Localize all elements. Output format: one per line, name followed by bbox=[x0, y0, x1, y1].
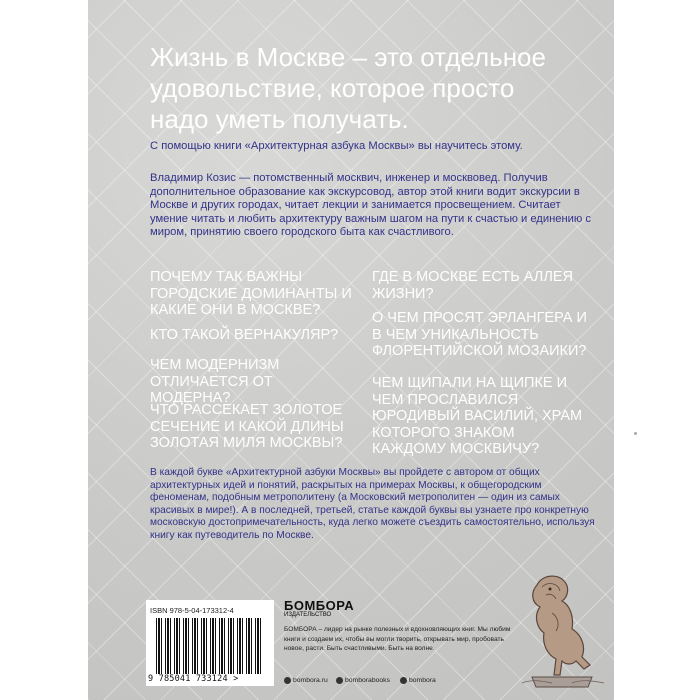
lion-sculpture-illustration bbox=[512, 565, 612, 695]
headline bbox=[150, 42, 590, 135]
globe-icon bbox=[284, 677, 291, 684]
social-site bbox=[284, 677, 328, 684]
headline-line-2: удовольствие, которое просто bbox=[150, 73, 515, 103]
social-telegram bbox=[400, 677, 436, 684]
barcode-digits: 9 785041 733124 > bbox=[148, 674, 239, 684]
social-site-label: bombora.ru bbox=[293, 677, 328, 684]
headline-line-3: надо уметь получать. bbox=[150, 104, 409, 134]
telegram-icon bbox=[400, 677, 407, 684]
question-right-1: ГДЕ В МОСКВЕ ЕСТЬ АЛЛЕЯ ЖИЗНИ? bbox=[372, 269, 573, 302]
vk-icon bbox=[336, 677, 343, 684]
barcode-block bbox=[146, 600, 274, 686]
barcode-bars bbox=[156, 618, 264, 674]
publisher-logo-sub: ИЗДАТЕЛЬСТВО bbox=[284, 612, 332, 618]
social-vk-label: bomborabooks bbox=[345, 677, 390, 684]
isbn-label: ISBN 978-5-04-173312-4 bbox=[150, 606, 234, 615]
question-left-1: ПОЧЕМУ ТАК ВАЖНЫ ГОРОДСКИЕ ДОМИНАНТЫ И КАКИЕ ОНИ В МОСКВЕ? bbox=[150, 269, 352, 318]
question-left-4: ЧТО РАССЕКАЕТ ЗОЛОТОЕ СЕЧЕНИЕ И КАКОЙ ДЛИНЫ ЗОЛОТАЯ МИЛЯ МОСКВЫ? bbox=[150, 402, 344, 451]
question-left-3: ЧЕМ МОДЕРНИЗМ ОТЛИЧАЕТСЯ ОТ МОДЕРНА? bbox=[150, 357, 280, 406]
author-bio: Владимир Козис — потомственный москвич, инженер и москвовед. Получив дополнительное образование как экскурсовод, автор этой книги водит экскурсии в Москве и других городах, читает лекции и занимается просвещением. Считает умение читать и любить архитектуру важным шагом на пути к счастью и единению с миром, принятию своего городского быта как счастливого. bbox=[150, 172, 591, 239]
publisher-logo: БОМБОРА bbox=[284, 598, 355, 613]
back-cover bbox=[88, 0, 614, 700]
headline-line-1: Жизнь в Москве – это отдельное bbox=[150, 42, 546, 72]
social-vk bbox=[336, 677, 390, 684]
intro-text: С помощью книги «Архитектурная азбука Москвы» вы научитесь этому. bbox=[150, 140, 523, 152]
question-right-3: ЧЕМ ЩИПАЛИ НА ЩИПКЕ И ЧЕМ ПРОСЛАВИЛСЯ ЮРОДИВЫЙ ВАСИЛИЙ, ХРАМ КОТОРОГО ЗНАКОМ КАЖДОМУ МОСКВИЧУ? bbox=[372, 375, 583, 457]
question-left-2: КТО ТАКОЙ ВЕРНАКУЛЯР? bbox=[150, 327, 339, 343]
stray-mark bbox=[634, 432, 637, 435]
publisher-description: БОМБОРА – лидер на рынке полезных и вдохновляющих книг. Мы любим книги и создаем их, чтобы вы могли творить, открывать мир, пробовать новое, расти. Быть счастливыми. Быть на волне. bbox=[284, 626, 511, 652]
social-telegram-label: bombora bbox=[409, 677, 436, 684]
question-right-2: О ЧЕМ ПРОСЯТ ЭРЛАНГЕРА И В ЧЕМ УНИКАЛЬНОСТЬ ФЛОРЕНТИЙСКОЙ МОЗАИКИ? bbox=[372, 310, 587, 359]
summary-text: В каждой букве «Архитектурной азбуки Москвы» вы пройдете с автором от общих архитектурных идей и понятий, раскрытых на примерах Москвы, к общегородским феноменам, подобным метрополитену (а Московский метрополитен — один из самых красивых в мире!). А в последней, третьей, статье каждой буквы вы узнаете про конкретную московскую достопримечательность, куда легко можете съездить самостоятельно, используя книгу как путеводитель по Москве. bbox=[150, 467, 595, 541]
